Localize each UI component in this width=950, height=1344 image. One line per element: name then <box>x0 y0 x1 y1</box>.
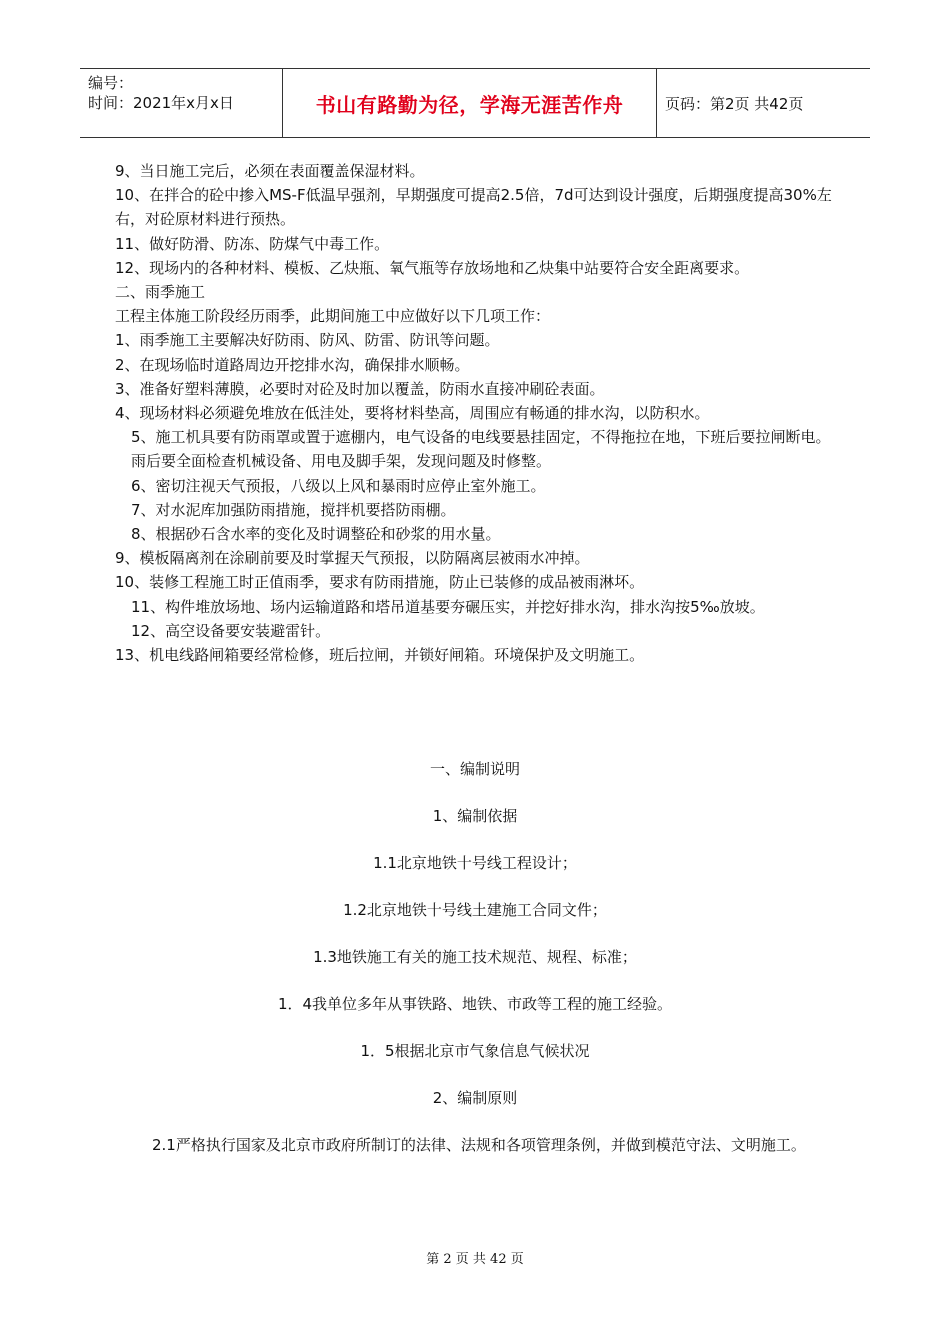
basis-item: 1.1北京地铁十号线工程设计； <box>373 854 577 872</box>
body-line: 9、当日施工完后，必须在表面覆盖保湿材料。 <box>115 162 425 180</box>
principle-item: 2.1严格执行国家及北京市政府所制订的法律、法规和各项管理条例，并做到模范守法、文明施工。 <box>152 1136 806 1154</box>
body-line: 6、密切注视天气预报，八级以上风和暴雨时应停止室外施工。 <box>131 476 546 495</box>
page-footer: 第 2 页 共 42 页 <box>426 1252 524 1267</box>
basis-item: 1.2北京地铁十号线土建施工合同文件； <box>343 901 607 919</box>
body-line: 12、高空设备要安装避雷针。 <box>131 621 331 640</box>
body-line: 1、雨季施工主要解决好防雨、防风、防雷、防讯等问题。 <box>115 331 500 350</box>
body-line: 3、准备好塑料薄膜，必要时对砼及时加以覆盖，防雨水直接冲刷砼表面。 <box>115 379 605 398</box>
body-text <box>115 159 835 667</box>
basis-item: 1.3地铁施工有关的施工技术规范、规程、标准； <box>313 948 637 966</box>
body-line: 4、现场材料必须避免堆放在低洼处，要将材料垫高，周围应有畅通的排水沟，以防积水。 <box>115 404 710 423</box>
body-line: 5、施工机具要有防雨罩或置于遮棚内，电气设备的电线要悬挂固定，不得拖拉在地，下班后要拉闸断电。雨后要全面检查机械设备、用电及脚手架，发现问题及时修整。 <box>131 428 831 471</box>
header-motto: 书山有路勤为径，学海无涯苦作舟 <box>315 92 624 117</box>
document-time-label: 时间：2021年x月x日 <box>88 94 234 112</box>
body-line: 11、构件堆放场地、场内运输道路和塔吊道基要夯碾压实，并挖好排水沟，排水沟按5‰放坡。 <box>131 597 765 616</box>
body-line: 9、模板隔离剂在涂刷前要及时掌握天气预报，以防隔离层被雨水冲掉。 <box>115 549 590 568</box>
header-meta <box>80 69 282 137</box>
document-number-label: 编号： <box>88 74 134 92</box>
body-line: 11、做好防滑、防冻、防煤气中毒工作。 <box>115 234 390 253</box>
section-heading-rainy-season: 二、雨季施工 <box>115 283 206 302</box>
basis-item: 1．5根据北京市气象信息气候状况 <box>360 1042 590 1060</box>
body-line: 12、现场内的各种材料、模板、乙炔瓶、氧气瓶等存放场地和乙炔集中站要符合安全距离要求。 <box>115 258 750 277</box>
header-page-info: 页码：第2页 共42页 <box>665 94 804 113</box>
body-line: 13、机电线路闸箱要经常检修，班后拉闸，并锁好闸箱。环境保护及文明施工。 <box>115 646 645 665</box>
body-line: 7、对水泥库加强防雨措施，搅拌机要搭防雨棚。 <box>131 500 456 519</box>
principle-paragraph <box>152 1133 837 1157</box>
body-line: 8、根据砂石含水率的变化及时调整砼和砂浆的用水量。 <box>131 525 501 544</box>
page-header <box>80 68 870 138</box>
body-line: 工程主体施工阶段经历雨季，此期间施工中应做好以下几项工作： <box>115 307 551 326</box>
header-page-info-cell <box>657 69 870 137</box>
basis-title: 1、编制依据 <box>432 807 518 825</box>
header-motto-cell <box>282 69 657 137</box>
body-line: 10、装修工程施工时正值雨季，要求有防雨措施，防止已装修的成品被雨淋坏。 <box>115 573 645 592</box>
body-line: 2、在现场临时道路周边开挖排水沟，确保排水顺畅。 <box>115 355 470 374</box>
body-line: 10、在拌合的砼中掺入MS-F低温早强剂，早期强度可提高2.5倍，7d可达到设计强度，后期强度提高30%左右，对砼原材料进行预热。 <box>115 186 832 229</box>
section-one-title: 一、编制说明 <box>429 760 520 778</box>
principle-title: 2、编制原则 <box>432 1089 518 1107</box>
basis-item: 1．4我单位多年从事铁路、地铁、市政等工程的施工经验。 <box>277 995 673 1013</box>
